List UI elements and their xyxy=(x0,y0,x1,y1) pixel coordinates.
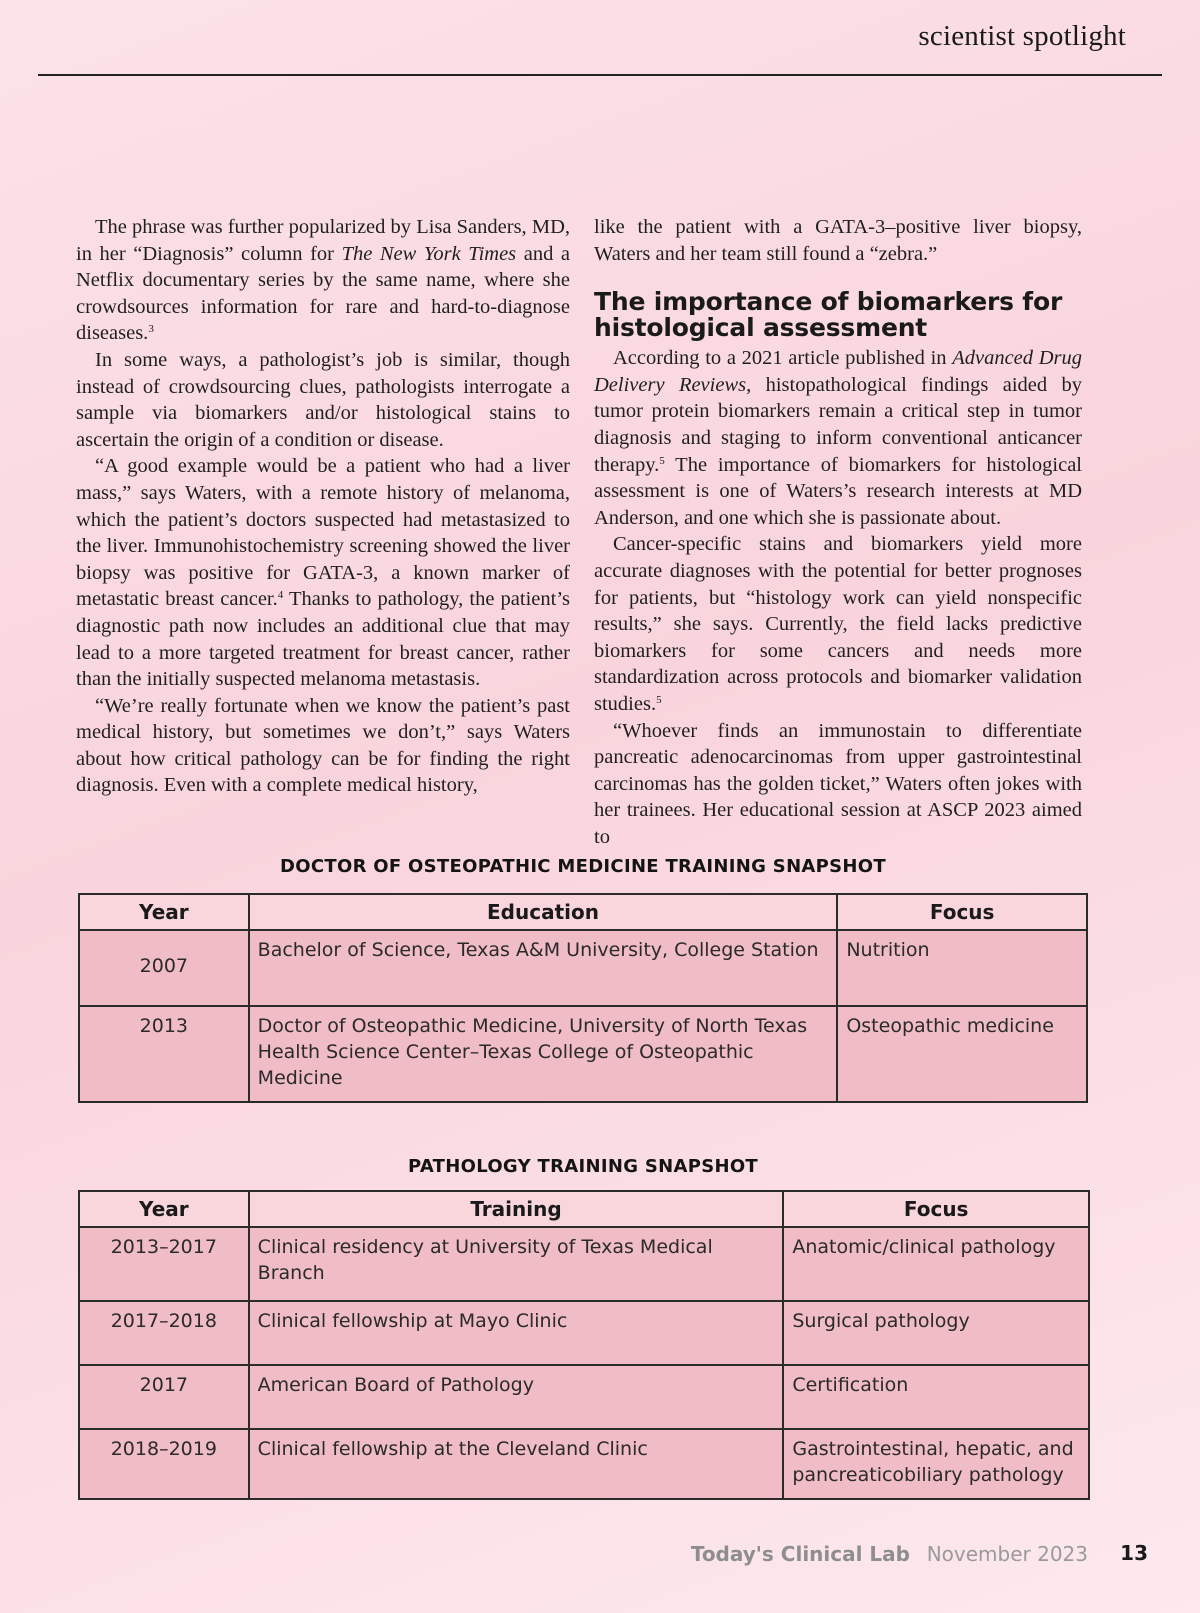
issue-date: November 2023 xyxy=(926,1542,1088,1566)
article-paragraph: like the patient with a GATA-3–positive liver biopsy, Waters and her team still found a “zebra.” xyxy=(594,216,1082,265)
reference-number: 3 xyxy=(148,323,154,336)
year-cell: 2013 xyxy=(79,1006,249,1102)
table-header-row xyxy=(79,1191,1089,1227)
year-cell: 2017–2018 xyxy=(79,1301,249,1365)
table-row xyxy=(79,930,1087,1006)
do-table-title: DOCTOR OF OSTEOPATHIC MEDICINE TRAINING SNAPSHOT xyxy=(280,856,886,877)
reference-number: 5 xyxy=(659,454,665,467)
table-row xyxy=(79,1429,1089,1499)
pathology-training-table xyxy=(78,1190,1090,1500)
focus-cell: Osteopathic medicine xyxy=(837,1006,1087,1102)
publication-title: The New York Times xyxy=(341,242,517,265)
page-number: 13 xyxy=(1120,1541,1148,1565)
column-header-education: Education xyxy=(249,894,838,930)
column-header-year: Year xyxy=(79,894,249,930)
article-paragraph: The phrase was further popularized by Lisa Sanders, MD, in her “Diagnosis” column for The New York Times and a Netflix documentary series by the same name, where she crowdsources information for rare and hard-to-diagnose diseases.$^3$ xyxy=(76,216,571,345)
training-cell: Clinical residency at University of Texas Medical Branch xyxy=(249,1227,784,1301)
article-paragraph: Cancer-specific stains and biomarkers yield more accurate diagnoses with the potential for better prognoses for patients, but “histology work can yield nonspecific results,” she says. Currently, the field lacks predictive biomarkers for some cancers and needs more standardization across protocols and biomarker validation studies.$^5$ xyxy=(594,533,1082,715)
column-header-focus: Focus xyxy=(783,1191,1089,1227)
article-paragraph: “Whoever finds an immunostain to differentiate pancreatic adenocarcinomas from upper gastrointestinal carcinomas has the golden ticket,” Waters often jokes with her trainees. Her educational session at ASCP 2023 aimed to xyxy=(594,719,1082,848)
focus-cell: Anatomic/clinical pathology xyxy=(783,1227,1089,1301)
education-cell: Doctor of Osteopathic Medicine, University of North Texas Health Science Center–Texas College of Osteopathic Medicine xyxy=(249,1006,838,1102)
section-label: scientist spotlight xyxy=(918,20,1126,52)
publication-title: Advanced Drug Delivery Reviews xyxy=(594,347,1082,396)
focus-cell: Surgical pathology xyxy=(783,1301,1089,1365)
section-subheading: The importance of biomarkers for histological assessment xyxy=(594,287,1063,343)
header-rule xyxy=(38,74,1162,76)
column-header-year: Year xyxy=(79,1191,249,1227)
education-cell: Bachelor of Science, Texas A&M University, College Station xyxy=(249,930,838,1006)
article-column-right xyxy=(594,214,1082,850)
year-cell: 2007 xyxy=(79,930,249,1006)
focus-cell: Certification xyxy=(783,1365,1089,1429)
column-header-training: Training xyxy=(249,1191,784,1227)
article-paragraph: According to a 2021 article published in Advanced Drug Delivery Reviews, histopathological findings aided by tumor protein biomarkers remain a critical step in tumor diagnosis and staging to inform conventional anticancer therapy.$^5$ The importance of biomarkers for histological assessment is one of Waters’s research interests at MD Anderson, and one which she is passionate about. xyxy=(594,347,1082,529)
table-header-row xyxy=(79,894,1087,930)
training-cell: American Board of Pathology xyxy=(249,1365,784,1429)
training-cell: Clinical fellowship at Mayo Clinic xyxy=(249,1301,784,1365)
training-cell: Clinical fellowship at the Cleveland Clinic xyxy=(249,1429,784,1499)
pathology-table-title: PATHOLOGY TRAINING SNAPSHOT xyxy=(407,1156,759,1177)
reference-number: 4 xyxy=(277,589,284,602)
column-header-focus: Focus xyxy=(837,894,1087,930)
table-row xyxy=(79,1365,1089,1429)
article-paragraph: “A good example would be a patient who had a liver mass,” says Waters, with a remote history of melanoma, which the patient’s doctors suspected had metastasized to the liver. Immunohistochemistry screening showed the liver biopsy was positive for GATA-3, a known marker of metastatic breast cancer.$^4$ Thanks to pathology, the patient’s diagnostic path now includes an additional clue that may lead to a more targeted treatment for breast cancer, rather than the initially suspected melanoma metastasis. xyxy=(76,455,570,691)
article-paragraph: In some ways, a pathologist’s job is similar, though instead of crowdsourcing clues, pathologists interrogate a sample via biomarkers and/or histological stains to ascertain the origin of a condition or disease. xyxy=(76,348,570,451)
publication-name: Today's Clinical Lab xyxy=(690,1542,910,1566)
year-cell: 2013–2017 xyxy=(79,1227,249,1301)
do-training-table xyxy=(78,893,1088,1103)
reference-number: 5 xyxy=(656,693,662,706)
article-column-left xyxy=(76,214,570,799)
table-row xyxy=(79,1301,1089,1365)
focus-cell: Gastrointestinal, hepatic, and pancreaticobiliary pathology xyxy=(783,1429,1089,1499)
table-row xyxy=(79,1006,1087,1102)
article-paragraph: “We’re really fortunate when we know the patient’s past medical history, but sometimes we don’t,” says Waters about how critical pathology can be for finding the right diagnosis. Even with a complete medical history, xyxy=(76,694,570,797)
year-cell: 2017 xyxy=(79,1365,249,1429)
table-row xyxy=(79,1227,1089,1301)
year-cell: 2018–2019 xyxy=(79,1429,249,1499)
focus-cell: Nutrition xyxy=(837,930,1087,1006)
